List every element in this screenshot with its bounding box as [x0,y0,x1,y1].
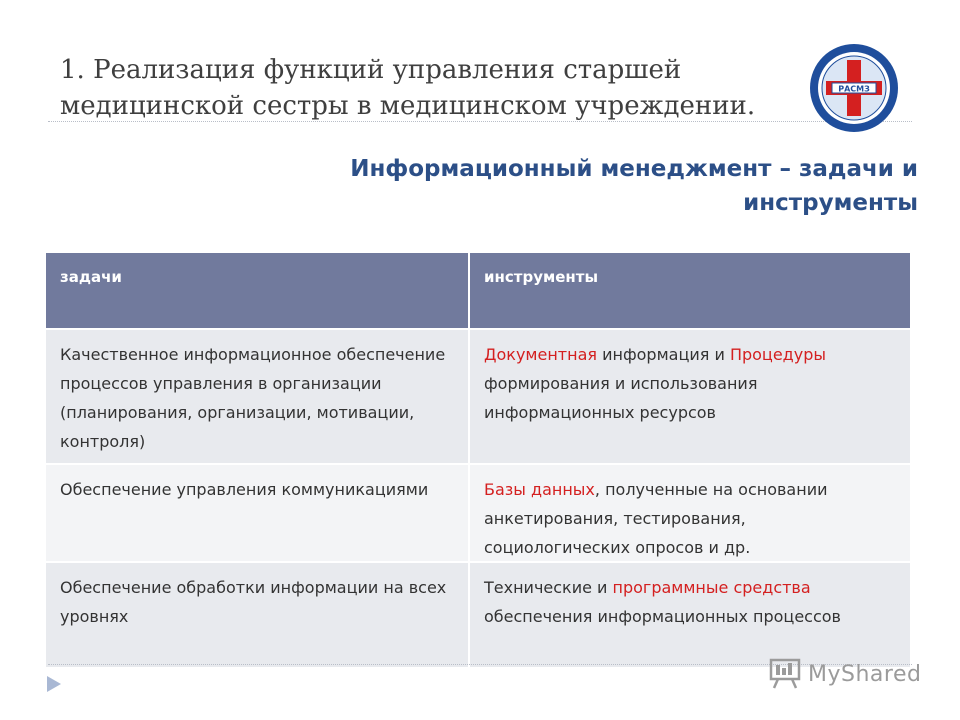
highlight-text: Базы данных [484,480,595,499]
tasks-tools-table [46,253,910,669]
task-cell: Качественное информационное обеспечение процессов управления в организации (планирования, организации, мотивации, контроля) [46,330,470,463]
tool-text: , полученные на основании анкетирования, тестирования, социологических опросов и др. [484,480,828,557]
highlight-text: программные средства [612,578,811,597]
tool-text: обеспечения информационных процессов [484,607,841,626]
highlight-text: Процедуры [729,345,826,364]
table-header-row [46,253,910,330]
subtitle-line-1: Информационный менеджмент – задачи и [350,156,918,182]
table-row [46,465,910,563]
tool-text: Технические и [484,578,613,597]
slide-title: 1. Реализация функций управления старшей медицинской сестры в медицинском учреждении. [60,55,756,121]
rasmz-logo-icon [808,42,900,134]
tool-cell [470,330,910,463]
tool-text: формирования и использования информационных ресурсов [484,374,758,422]
task-cell: Обеспечение управления коммуникациями [46,465,470,561]
myshared-watermark [768,656,921,692]
next-slide-arrow-icon[interactable] [46,675,62,693]
table-row [46,330,910,465]
tool-cell [470,465,910,561]
header-cell-tasks: задачи [46,253,470,328]
title-divider [48,121,912,122]
slide-subtitle [218,152,918,220]
table-row [46,563,910,669]
tool-text: информация и [597,345,730,364]
subtitle-line-2: инструменты [743,190,918,216]
highlight-text: Документная [484,345,598,364]
presentation-board-icon [768,658,802,690]
tool-cell [470,563,910,667]
watermark-text: MyShared [808,661,922,687]
task-cell: Обеспечение обработки информации на всех уровнях [46,563,470,667]
header-cell-tools: инструменты [484,268,599,286]
logo-text: РАСМЗ [838,84,870,94]
